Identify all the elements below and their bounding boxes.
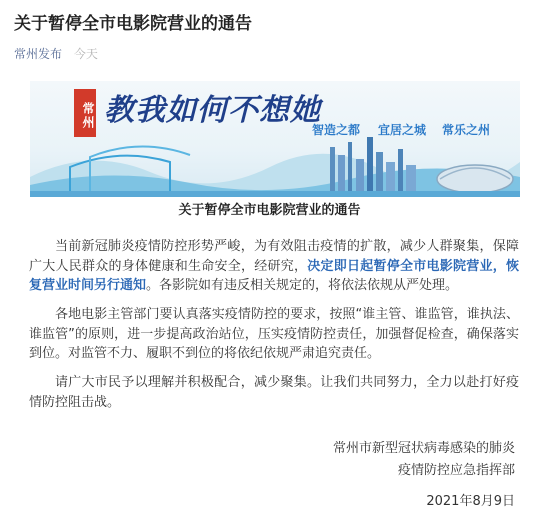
banner-tagline-1: 智造之都 bbox=[312, 123, 361, 137]
paragraph-2: 各地电影主管部门要认真落实疫情防控的要求，按照“谁主管、谁监管，谁执法、谁监管”的原则，进一步提高政治站位，压实疫情防控责任，加强督促检查，确保落实到位。对监管不力、履职不到位的将依纪依规严肃追究责任。 bbox=[29, 307, 519, 361]
city-seal: 常州 bbox=[74, 89, 96, 137]
highlighted-decision: 决定即日起暂停全市电影院营业，恢复营业时间另行通知 bbox=[29, 258, 519, 293]
paragraph-1 bbox=[29, 237, 519, 296]
banner-tagline-2: 宜居之城 bbox=[378, 123, 427, 137]
paragraph-1-text: 当前新冠肺炎疫情防控形势严峻，为有效阻击疫情的扩散，减少人群聚集，保障广大人民群众的身体健康和生命安全，经研究， bbox=[29, 239, 519, 274]
notice-date: 2021年8月9日 bbox=[426, 494, 515, 509]
article-title: 关于暂停全市电影院营业的通告 bbox=[14, 14, 252, 34]
notice-caption: 关于暂停全市电影院营业的通告 bbox=[178, 203, 361, 218]
signature-line-2: 疫情防控应急指挥部 bbox=[397, 463, 515, 478]
author-link[interactable]: 常州发布 bbox=[14, 47, 63, 61]
banner-tagline-3: 常乐之州 bbox=[442, 123, 491, 137]
paragraph-3: 请广大市民予以理解并积极配合，减少聚集。让我们共同努力，全力以赴打好疫情防控阻击战。 bbox=[29, 375, 519, 410]
publish-time: 今天 bbox=[73, 47, 98, 61]
signature-line-1: 常州市新型冠状病毒感染的肺炎 bbox=[332, 441, 515, 456]
article-meta bbox=[14, 46, 98, 62]
banner-slogan: 教我如何不想她 bbox=[104, 93, 321, 128]
paragraph-1-tail: 。各影院如有违反相关规定的，将依法依规从严处理。 bbox=[146, 278, 459, 293]
banner-image bbox=[30, 81, 520, 197]
